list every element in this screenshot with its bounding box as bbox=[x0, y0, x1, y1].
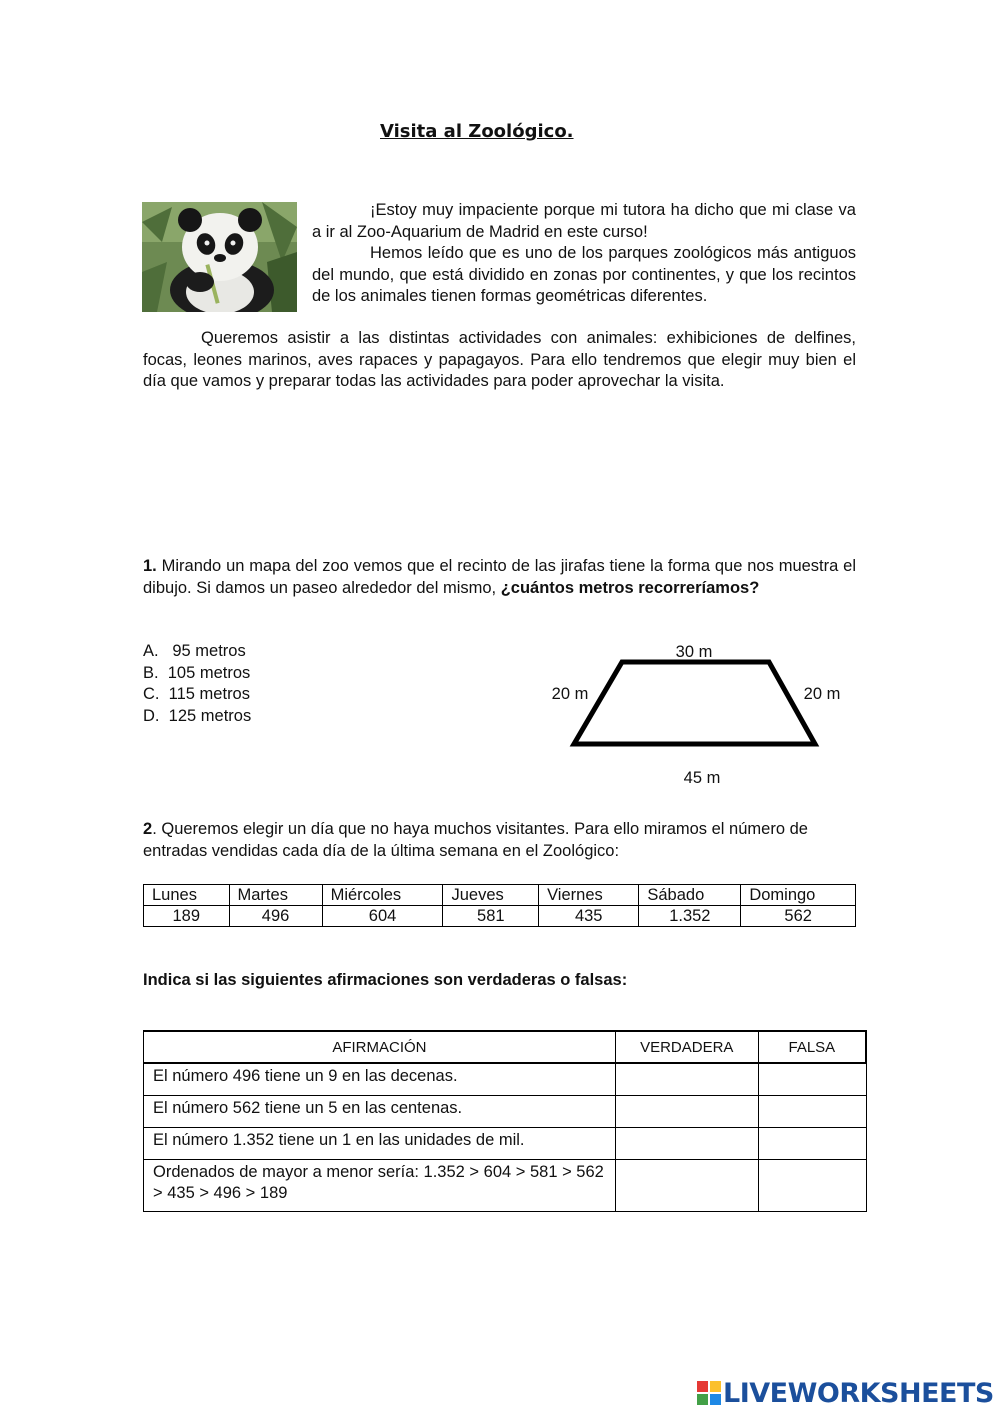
label-top: 30 m bbox=[675, 643, 713, 661]
table-row bbox=[144, 1063, 867, 1095]
option-b[interactable]: B. 105 metros bbox=[143, 663, 251, 682]
falsa-cell[interactable] bbox=[758, 1063, 866, 1095]
day-cell: Martes bbox=[229, 885, 322, 906]
statements-table bbox=[143, 1030, 867, 1212]
verdadera-cell[interactable] bbox=[615, 1127, 758, 1159]
day-cell: Sábado bbox=[639, 885, 741, 906]
option-c[interactable]: C. 115 metros bbox=[143, 685, 250, 703]
table-row bbox=[144, 1159, 867, 1211]
day-cell: Viernes bbox=[539, 885, 639, 906]
value-cell: 435 bbox=[539, 906, 639, 927]
option-a[interactable]: A. 95 metros bbox=[143, 642, 246, 660]
verdadera-cell[interactable] bbox=[615, 1063, 758, 1095]
verdadera-cell[interactable] bbox=[615, 1095, 758, 1127]
option-d[interactable]: D. 125 metros bbox=[143, 706, 252, 725]
value-cell: 1.352 bbox=[639, 906, 741, 927]
header-falsa: FALSA bbox=[758, 1031, 866, 1063]
falsa-cell[interactable] bbox=[758, 1127, 866, 1159]
answer-options bbox=[143, 641, 251, 727]
day-cell: Jueves bbox=[443, 885, 539, 906]
question-2-text: . Queremos elegir un día que no haya muchos visitantes. Para ello miramos el número de entradas vendidas cada día de la última semana en el Zoológico: bbox=[143, 820, 808, 860]
value-cell: 496 bbox=[229, 906, 322, 927]
liveworksheets-logo[interactable] bbox=[697, 1378, 994, 1408]
value-cell: 562 bbox=[741, 906, 856, 927]
intro-paragraph-1: ¡Estoy muy impaciente porque mi tutora ha dicho que mi clase va a ir al Zoo-Aquarium de Madrid en este curso! bbox=[312, 201, 856, 241]
statement-text: Ordenados de mayor a menor sería: 1.352 > 604 > 581 > 562 > 435 > 496 > 189 bbox=[144, 1159, 616, 1211]
label-bottom: 45 m bbox=[683, 769, 721, 787]
statement-text: El número 496 tiene un 9 en las decenas. bbox=[144, 1063, 616, 1095]
statement-text: El número 1.352 tiene un 1 en las unidades de mil. bbox=[144, 1127, 616, 1159]
trapezoid-shape bbox=[574, 662, 815, 744]
day-cell: Domingo bbox=[741, 885, 856, 906]
label-right: 20 m bbox=[803, 685, 841, 703]
falsa-cell[interactable] bbox=[758, 1095, 866, 1127]
days-row bbox=[144, 885, 856, 906]
instructions-heading: Indica si las siguientes afirmaciones son verdaderas o falsas: bbox=[143, 971, 628, 989]
question-2 bbox=[143, 819, 856, 862]
statement-text: El número 562 tiene un 5 en las centenas. bbox=[144, 1095, 616, 1127]
visitors-table bbox=[143, 884, 856, 927]
page-title: Visita al Zoológico. bbox=[380, 121, 574, 142]
value-cell: 604 bbox=[322, 906, 443, 927]
header-verdadera: VERDADERA bbox=[615, 1031, 758, 1063]
verdadera-cell[interactable] bbox=[615, 1159, 758, 1211]
liveworksheets-logo-icon bbox=[697, 1381, 721, 1405]
logo-text: LIVEWORKSHEETS bbox=[723, 1377, 994, 1409]
intro-paragraph-3: Queremos asistir a las distintas actividades con animales: exhibiciones de delfines, focas, leones marinos, aves rapaces y papagayos. Para ello tendremos que elegir muy bien el día que vamos y preparar todas las actividades para poder aprovechar la visita. bbox=[143, 329, 856, 390]
table-row bbox=[144, 1095, 867, 1127]
table-row bbox=[144, 1127, 867, 1159]
value-cell: 581 bbox=[443, 906, 539, 927]
panda-photo bbox=[142, 202, 297, 312]
question-1-bold: ¿cuántos metros recorreríamos? bbox=[500, 578, 760, 597]
values-row bbox=[144, 906, 856, 927]
trapezoid-diagram bbox=[540, 636, 860, 796]
label-left: 20 m bbox=[551, 685, 589, 703]
day-cell: Lunes bbox=[144, 885, 230, 906]
statements-header-row bbox=[144, 1031, 867, 1063]
value-cell: 189 bbox=[144, 906, 230, 927]
day-cell: Miércoles bbox=[322, 885, 443, 906]
falsa-cell[interactable] bbox=[758, 1159, 866, 1211]
question-1 bbox=[143, 556, 856, 599]
question-1-number: 1. bbox=[143, 557, 157, 575]
question-2-number: 2 bbox=[143, 820, 153, 838]
intro-paragraph-2: Hemos leído que es uno de los parques zoológicos más antiguos del mundo, que está dividido en zonas por continentes, y que los recintos de los animales tienen formas geométricas diferentes. bbox=[312, 244, 856, 305]
header-afirmacion: AFIRMACIÓN bbox=[144, 1031, 616, 1063]
question-1-text: Mirando un mapa del zoo vemos que el recinto de las jirafas tiene la forma que nos muestra el dibujo. Si damos un paseo alrededor del mismo, bbox=[143, 557, 856, 597]
